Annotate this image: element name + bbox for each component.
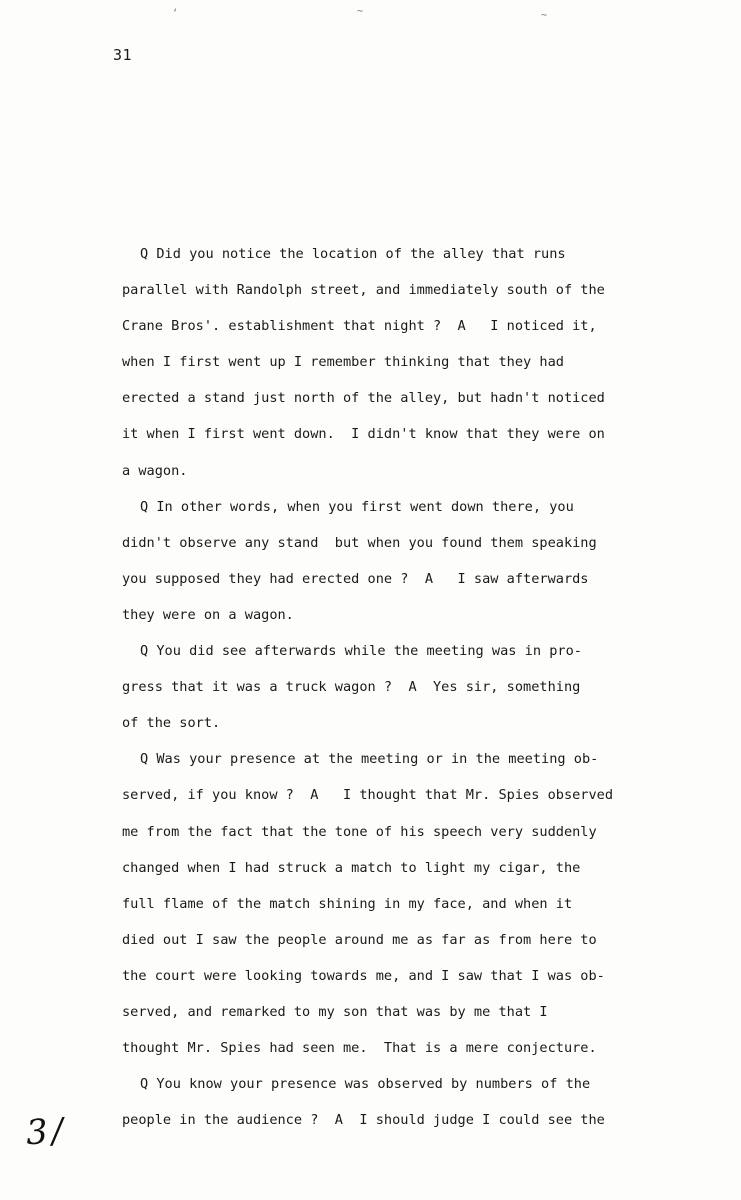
text-line: people in the audience ? A I should judge I could see the bbox=[122, 1112, 605, 1129]
text-line: served, and remarked to my son that was by me that I bbox=[122, 1003, 548, 1020]
text-line: died out I saw the people around me as far as from here to bbox=[122, 931, 597, 948]
text-line: served, if you know ? A I thought that Mr. Spies observed bbox=[122, 787, 614, 804]
text-line: a wagon. bbox=[122, 462, 188, 479]
scan-artifact: ‘ bbox=[172, 8, 179, 19]
text-line: changed when I had struck a match to light my cigar, the bbox=[122, 859, 581, 876]
text-line: they were on a wagon. bbox=[122, 606, 294, 623]
scan-artifact: ∼ bbox=[357, 6, 364, 17]
question-line: Q Did you notice the location of the alley that runs bbox=[140, 246, 566, 262]
question-line: Q In other words, when you first went down there, you bbox=[140, 498, 574, 515]
question-line: Q Was your presence at the meeting or in the meeting ob- bbox=[140, 751, 599, 768]
text-line: of the sort. bbox=[122, 715, 221, 732]
question-line: Q You did see afterwards while the meeting was in pro- bbox=[140, 643, 582, 660]
text-line: gress that it was a truck wagon ? A Yes sir, something bbox=[122, 679, 581, 696]
text-line: the court were looking towards me, and I saw that I was ob- bbox=[122, 967, 605, 984]
handwritten-page-number: 3/ bbox=[24, 1110, 69, 1154]
text-line: when I first went up I remember thinking that they had bbox=[122, 354, 564, 371]
text-line: you supposed they had erected one ? A I saw afterwards bbox=[122, 570, 589, 587]
text-line: it when I first went down. I didn't know that they were on bbox=[122, 426, 605, 443]
text-line: erected a stand just north of the alley, but hadn't noticed bbox=[122, 390, 605, 407]
text-line: thought Mr. Spies had seen me. That is a mere conjecture. bbox=[122, 1040, 597, 1057]
question-line: Q You know your presence was observed by numbers of the bbox=[140, 1076, 591, 1093]
page-number: 31 bbox=[113, 46, 133, 64]
text-line: Crane Bros'. establishment that night ? A I noticed it, bbox=[122, 318, 597, 335]
text-line: parallel with Randolph street, and immediately south of the bbox=[122, 282, 605, 299]
testimony-text bbox=[122, 241, 702, 1143]
text-line: full flame of the match shining in my face, and when it bbox=[122, 895, 573, 912]
scan-artifact: ∼ bbox=[541, 10, 548, 21]
text-line: didn't observe any stand but when you found them speaking bbox=[122, 534, 597, 551]
text-line: me from the fact that the tone of his speech very suddenly bbox=[122, 823, 597, 840]
